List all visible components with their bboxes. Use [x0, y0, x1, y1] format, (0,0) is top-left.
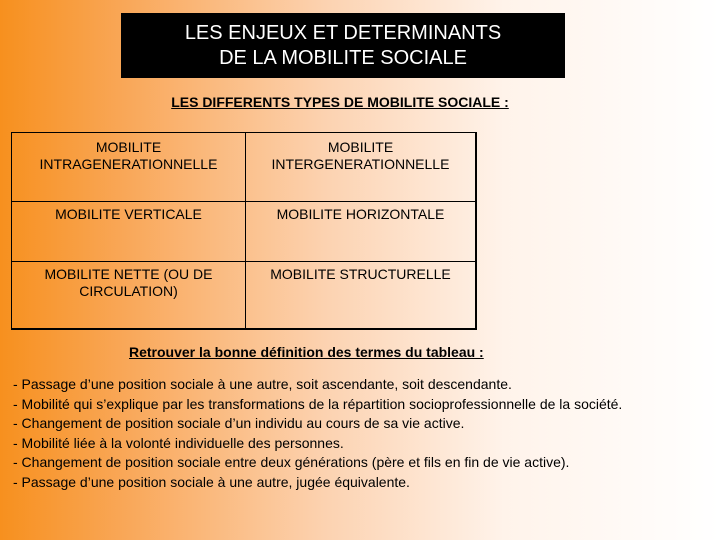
title-box [121, 13, 565, 78]
definition-item: - Mobilité qui s’explique par les transformations de la répartition socioprofessionnelle de la société. [13, 395, 623, 412]
title-line-2: DE LA MOBILITE SOCIALE [219, 46, 467, 69]
definition-item: - Mobilité liée à la volonté individuelle des personnes. [13, 434, 344, 451]
mobility-types-table [11, 132, 477, 330]
table-cell: MOBILITE INTERGENERATIONNELLE [246, 133, 477, 202]
table-cell: MOBILITE INTRAGENERATIONNELLE [12, 133, 246, 202]
definitions-list [13, 375, 663, 492]
table-cell: MOBILITE STRUCTURELLE [246, 262, 477, 330]
table-row [12, 262, 477, 330]
table-cell: MOBILITE HORIZONTALE [246, 202, 477, 262]
definitions-heading: Retrouver la bonne définition des termes du tableau : [129, 344, 484, 360]
subtitle: LES DIFFERENTS TYPES DE MOBILITE SOCIALE : [171, 94, 509, 110]
definition-item: - Changement de position sociale entre deux générations (père et fils en fin de vie active). [13, 454, 570, 470]
table-row [12, 202, 477, 262]
definition-item: - Changement de position sociale d’un individu au cours de sa vie active. [13, 415, 465, 431]
definition-item: - Passage d’une position sociale à une autre, jugée équivalente. [13, 473, 410, 490]
table-row [12, 133, 477, 202]
definition-item: - Passage d’une position sociale à une autre, soit ascendante, soit descendante. [13, 376, 512, 392]
table-cell: MOBILITE VERTICALE [12, 202, 246, 262]
title-line-1: LES ENJEUX ET DETERMINANTS [184, 21, 502, 44]
table-cell: MOBILITE NETTE (OU DE CIRCULATION) [12, 262, 246, 330]
